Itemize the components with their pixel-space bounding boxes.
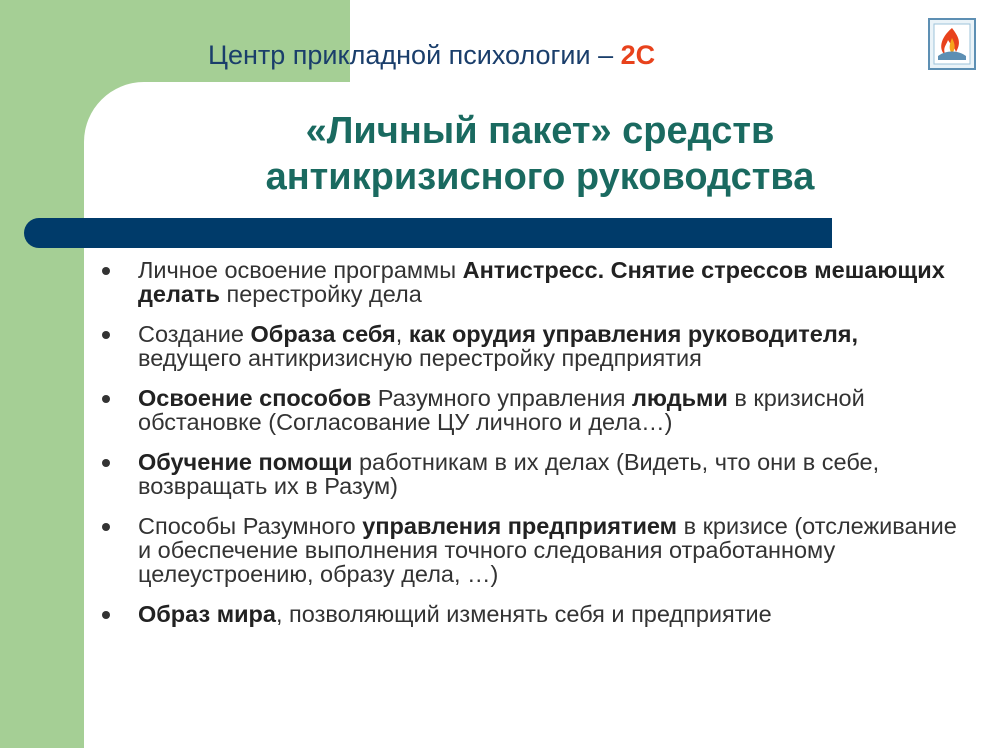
bullet-dot-icon bbox=[102, 267, 110, 275]
header-title-text: Центр прикладной психологии – bbox=[208, 40, 621, 70]
bullet-dot-icon bbox=[102, 611, 110, 619]
bullet-text: работникам в их делах (Видеть, что они в себе, возвращать их в Разум) bbox=[138, 449, 880, 499]
bullet-item bbox=[102, 386, 962, 434]
logo-icon bbox=[928, 18, 976, 70]
divider-bar bbox=[24, 218, 832, 248]
bullet-text: ведущего антикризисную перестройку предприятия bbox=[138, 345, 702, 371]
bullet-dot-icon bbox=[102, 523, 110, 531]
bullet-text-bold: людьми bbox=[632, 385, 728, 411]
flame-logo-icon bbox=[930, 20, 974, 68]
bullet-text-bold: управления предприятием bbox=[362, 513, 678, 539]
bullet-dot-icon bbox=[102, 459, 110, 467]
bullet-text: Способы Разумного bbox=[138, 513, 363, 539]
bullet-text: Личное освоение программы bbox=[138, 257, 463, 283]
bullet-item bbox=[102, 602, 962, 626]
header-title-accent: 2С bbox=[620, 40, 656, 70]
bullet-text: в кризисе (отслеживание и обеспечение выполнения точного следования отработанному целеустроению, образу дела, …) bbox=[138, 513, 957, 587]
bullet-text: , позволяющий изменять себя и предприятие bbox=[275, 601, 772, 627]
main-title-line1: «Личный пакет» средств bbox=[305, 110, 775, 152]
bullet-text-bold: Обучение помощи bbox=[138, 449, 353, 475]
bullet-dot-icon bbox=[102, 395, 110, 403]
main-title-line2: антикризисного руководства bbox=[265, 156, 815, 198]
bullet-text-bold: Антистресс. Снятие стрессов мешающих делать bbox=[138, 257, 945, 307]
bullet-list bbox=[102, 258, 962, 642]
bullet-text: в кризисной обстановке (Согласование ЦУ личного и дела…) bbox=[138, 385, 865, 435]
bullet-text: Создание bbox=[138, 321, 251, 347]
bullet-item bbox=[102, 322, 962, 370]
bullet-item bbox=[102, 258, 962, 306]
bullet-text: Разумного управления bbox=[371, 385, 632, 411]
bullet-item bbox=[102, 450, 962, 498]
main-title bbox=[150, 108, 930, 200]
bullet-text-bold: Освоение способов bbox=[138, 385, 372, 411]
bullet-text-bold: Образ мира bbox=[138, 601, 276, 627]
bullet-item bbox=[102, 514, 962, 586]
bullet-text-bold: как орудия управления руководителя, bbox=[408, 321, 859, 347]
bullet-text-bold: Образа себя bbox=[250, 321, 396, 347]
bullet-text: , bbox=[395, 321, 409, 347]
header-title bbox=[208, 40, 655, 71]
bullet-text: перестройку дела bbox=[219, 281, 422, 307]
bullet-dot-icon bbox=[102, 331, 110, 339]
